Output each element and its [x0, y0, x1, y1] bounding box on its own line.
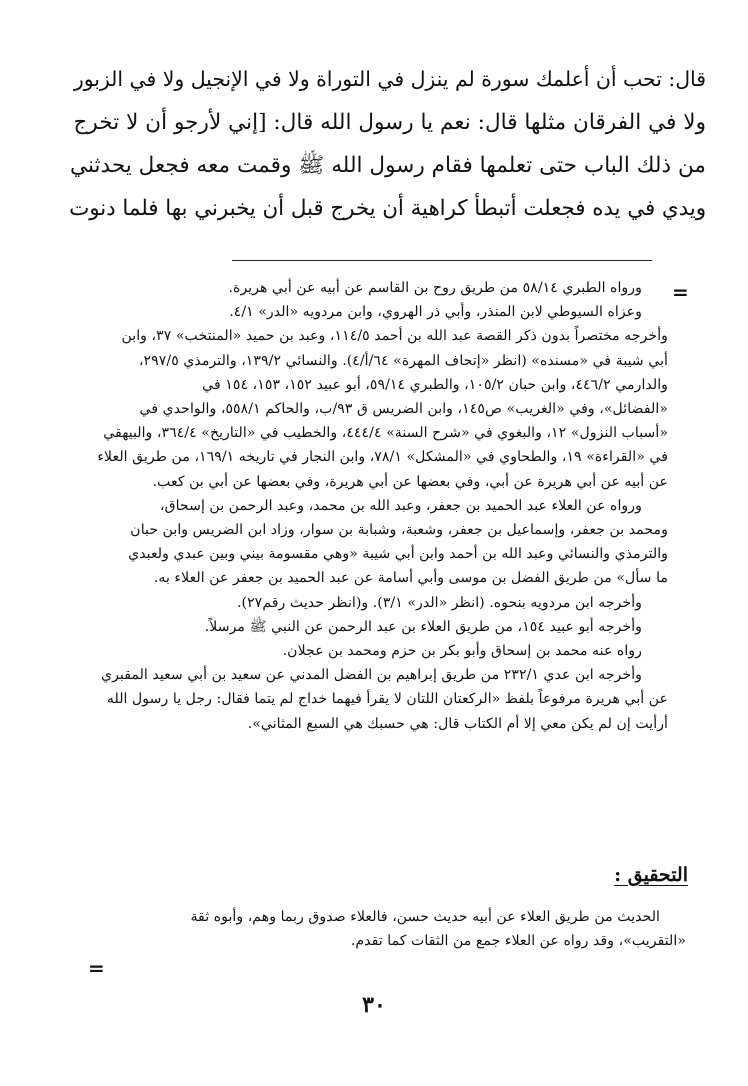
- footnote-line: ومحمد بن جعفر، وإسماعيل بن جعفر، وشعبة، وشبابة بن سوار، وزاد ابن الضريس وابن حبان: [130, 522, 668, 539]
- footnote-line: وأخرجه ابن عدي ٢٣٢/١ من طريق إبراهيم بن الفضل المدني عن سعيد بن أبي سعيد المقبري: [101, 667, 642, 684]
- footnote-separator: [232, 260, 652, 261]
- footnote-line: عن أبيه عن أبي هريرة عن أبي، وفي بعضها عن أبي هريرة، وفي بعضها عن أبي بن كعب.: [152, 473, 668, 490]
- main-line: ولا في الفرقان مثلها قال: نعم يا رسول الله قال: [إني لأرجو أن لا تخرج: [73, 110, 706, 135]
- footnote-line: «أسباب النزول» ١٢، والبغوي في «شرح السنة» ٤٤٤/٤، والخطيب في «التاريخ» ٣٦٤/٤، والبيهقي: [103, 425, 668, 442]
- footnote-line: ما سأل» من طريق الفضل بن موسى وأبي أسامة عن عبد الحميد بن جعفر عن العلاء به.: [153, 570, 668, 587]
- footnote-line: وأخرجه ابن مردويه بنحوه. (انظر «الدر» ٣/١). و(انظر حديث رقم٢٧).: [237, 594, 642, 611]
- footnote-line: في «القراءة» ١٩، والطحاوي في «المشكل» ٧٨/١، وابن النجار في تاريخه ١٦٩/١، من طريق العلاء: [97, 449, 668, 466]
- main-line: قال: تحب أن أعلمك سورة لم ينزل في التوراة ولا في الإنجيل ولا في الزبور: [73, 67, 706, 91]
- verification-text: [96, 905, 686, 953]
- main-line: ويدي في يده فجعلت أتبطأ كراهية أن يخرج قبل أن يخبرني بها فلما دنوت: [69, 196, 706, 221]
- continuation-mark-top: =: [672, 280, 689, 304]
- verification-line: «التقريب»، وقد رواه عن العلاء جمع من الثقات كما تقدم.: [350, 933, 686, 949]
- footnote-line: عن أبي هريرة مرفوعاً بلفظ «الركعتان اللتان لا يقرأ فيهما خداج لم يتما فقال: رجل يا رسول الله: [106, 691, 668, 708]
- footnote-line: أبي شيبة في «مسنده» (انظر «إتحاف المهرة» ٦٤/أ/٤). والنسائي ١٣٩/٢، والترمذي ٢٩٧/٥،: [138, 352, 668, 369]
- footnote-line: والدارمي ٤٤٦/٢، وابن حبان ١٠٥/٢، والطبري ٥٩/١٤، أبو عبيد ١٥٢، ١٥٣، ١٥٤ في: [202, 376, 668, 393]
- footnote-line: «الفضائل»، وفي «الغريب» ص١٤٥، وابن الضريس ق ٩٣/ب، والحاكم ٥٥٨/١، والواحدي في: [139, 401, 668, 418]
- footnote-line: أرأيت إن لم يكن معي إلا أم الكتاب قال: هي حسبك هي السبع المثاني».: [247, 715, 668, 732]
- footnote-line: وعزاه السيوطي لابن المنذر، وأبي ذر الهروي، وابن مردويه «الدر» ٤/١.: [229, 304, 642, 321]
- footnote-line: والترمذي والنسائي وعبد الله بن أحمد وابن أبي شيبة «وهي مقسومة بيني وبين عبدي ولعبدي: [128, 546, 668, 563]
- footnote-line: ورواه عن العلاء عبد الحميد بن جعفر، وعبد الله بن محمد، وعبد الرحمن بن إسحاق،: [160, 497, 642, 514]
- footnote-line: ورواه الطبري ٥٨/١٤ من طريق روح بن القاسم عن أبيه عن أبي هريرة.: [228, 280, 642, 296]
- verification-line: الحديث من طريق العلاء عن أبيه حديث حسن، فالعلاء صدوق ربما وهم، وأبوه ثقة: [190, 909, 660, 925]
- footnote-line: وأخرجه أبو عبيد ١٥٤، من طريق العلاء بن عبد الرحمن عن النبي ﷺ مرسلاً.: [204, 618, 642, 635]
- footnote-line: رواه عنه محمد بن إسحاق وأبو بكر بن حزم ومحمد بن عجلان.: [282, 643, 642, 660]
- section-heading: التحقيق :: [614, 864, 688, 886]
- main-text: [70, 58, 706, 230]
- main-line: من ذلك الباب حتى تعلمها فقام رسول الله ﷺ وقمت معه فجعل يحدثني: [69, 153, 706, 178]
- continuation-mark-bottom: =: [88, 956, 105, 980]
- footnote-line: وأخرجه مختصراً بدون ذكر القصة عبد الله بن أحمد ١١٤/٥، وعبد بن حميد «المنتخب» ٣٧، وابن: [121, 328, 668, 345]
- footnotes: [78, 276, 668, 736]
- page-number: ٣٠: [362, 992, 386, 1018]
